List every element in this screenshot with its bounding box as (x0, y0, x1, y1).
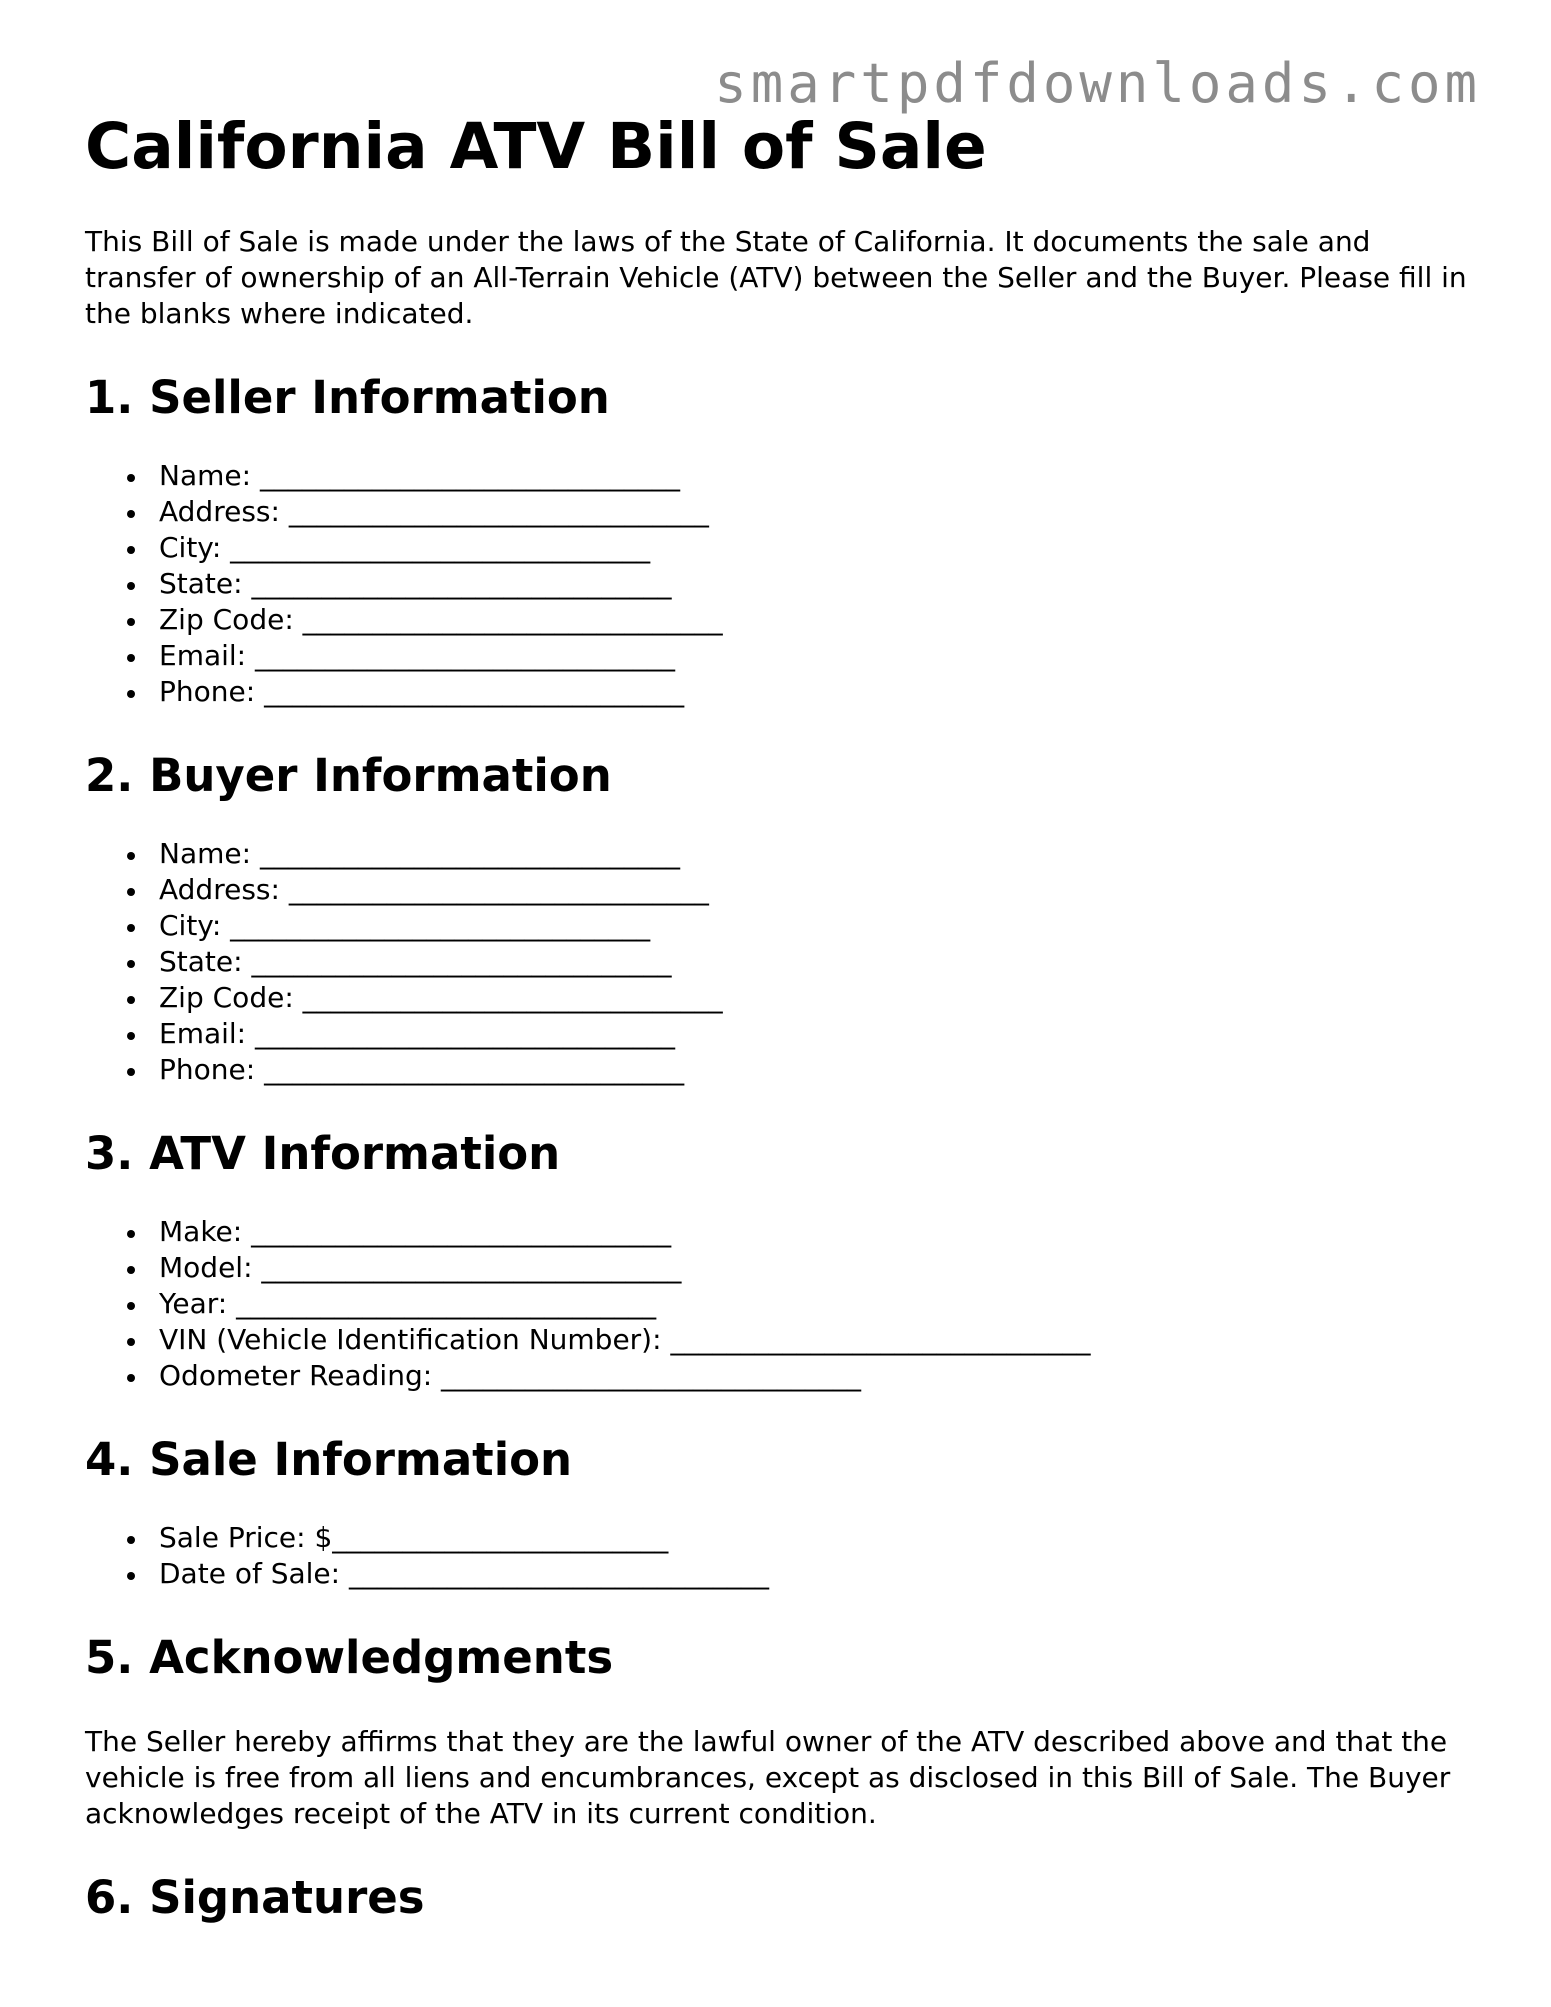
atv-field-list (85, 1214, 1475, 1394)
atv-odometer-field[interactable]: Odometer Reading: ______________________________ (159, 1358, 1475, 1394)
sale-field-list (85, 1520, 1475, 1592)
watermark: smartpdfdownloads.com (714, 52, 1481, 115)
buyer-section-heading: 2. Buyer Information (85, 749, 612, 802)
buyer-phone-field[interactable]: Phone: ______________________________ (159, 1052, 1475, 1088)
acknowledgments-section-heading: 5. Acknowledgments (85, 1631, 614, 1684)
document-title: California ATV Bill of Sale (85, 110, 987, 183)
atv-year-field[interactable]: Year: ______________________________ (159, 1286, 1475, 1322)
buyer-field-list (85, 836, 1475, 1088)
buyer-address-field[interactable]: Address: ______________________________ (159, 872, 1475, 908)
document-page (85, 108, 1475, 1926)
seller-address-field[interactable]: Address: ______________________________ (159, 494, 1475, 530)
seller-zip-field[interactable]: Zip Code: ______________________________ (159, 602, 1475, 638)
buyer-zip-field[interactable]: Zip Code: ______________________________ (159, 980, 1475, 1016)
atv-section-heading: 3. ATV Information (85, 1127, 561, 1180)
signatures-section-heading: 6. Signatures (85, 1871, 425, 1924)
seller-field-list (85, 458, 1475, 710)
seller-phone-field[interactable]: Phone: ______________________________ (159, 674, 1475, 710)
intro-paragraph: This Bill of Sale is made under the laws of the State of California. It documents the sale and transfer of ownership of an All-Terrain Vehicle (ATV) between the Seller and the Buyer. Please fill in the blanks where indicated. (85, 225, 1467, 330)
sale-price-field[interactable]: Sale Price: $________________________ (159, 1520, 1475, 1556)
seller-state-field[interactable]: State: ______________________________ (159, 566, 1475, 602)
buyer-name-field[interactable]: Name: ______________________________ (159, 836, 1475, 872)
seller-email-field[interactable]: Email: ______________________________ (159, 638, 1475, 674)
atv-model-field[interactable]: Model: ______________________________ (159, 1250, 1475, 1286)
seller-section-heading: 1. Seller Information (85, 371, 610, 424)
buyer-city-field[interactable]: City: ______________________________ (159, 908, 1475, 944)
atv-make-field[interactable]: Make: ______________________________ (159, 1214, 1475, 1250)
buyer-state-field[interactable]: State: ______________________________ (159, 944, 1475, 980)
seller-name-field[interactable]: Name: ______________________________ (159, 458, 1475, 494)
sale-section-heading: 4. Sale Information (85, 1433, 573, 1486)
atv-vin-field[interactable]: VIN (Vehicle Identification Number): ______________________________ (159, 1322, 1475, 1358)
seller-city-field[interactable]: City: ______________________________ (159, 530, 1475, 566)
buyer-email-field[interactable]: Email: ______________________________ (159, 1016, 1475, 1052)
acknowledgments-paragraph: The Seller hereby affirms that they are the lawful owner of the ATV described above and that the vehicle is free from all liens and encumbrances, except as disclosed in this Bill of Sale. The Buyer acknowledges receipt of the ATV in its current condition. (85, 1725, 1451, 1830)
sale-date-field[interactable]: Date of Sale: ______________________________ (159, 1556, 1475, 1592)
